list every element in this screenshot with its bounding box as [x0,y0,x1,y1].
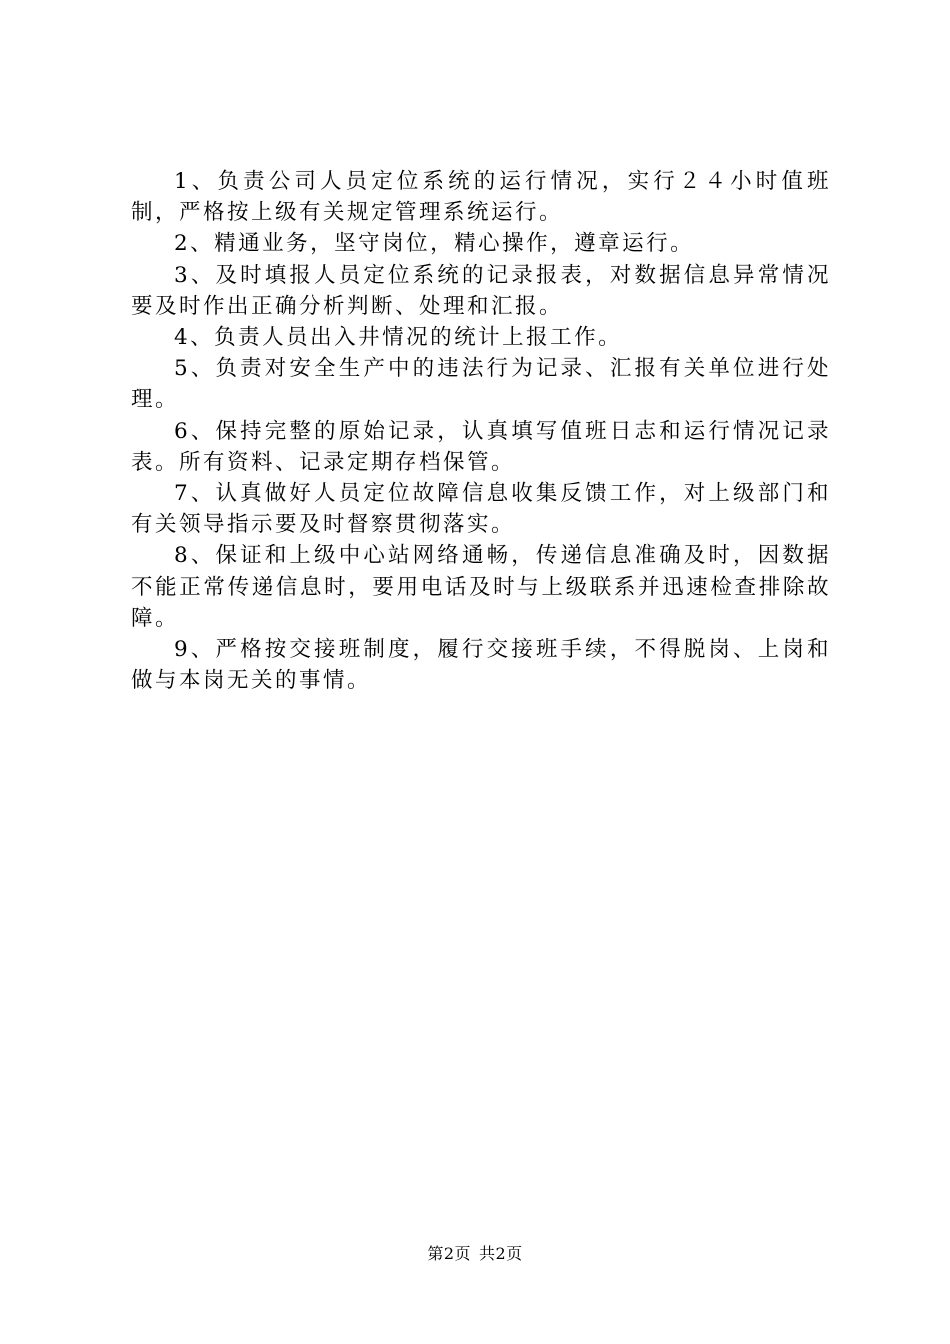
page-number: 第2页 [427,1244,471,1263]
paragraph-2: 2、精通业务，坚守岗位，精心操作，遵章运行。 [174,231,695,257]
paragraph-6: 6、保持完整的原始记录，认真填写值班日志和运行情况记录表。所有资料、记录定期存档保管。 [131,418,831,475]
page-footer [0,1244,950,1264]
paragraph-7: 7、认真做好人员定位故障信息收集反馈工作，对上级部门和有关领导指示要及时督察贯彻落实。 [131,481,831,538]
paragraph-8: 8、保证和上级中心站网络通畅，传递信息准确及时，因数据不能正常传递信息时，要用电话及时与上级联系并迅速检查排除故障。 [131,543,831,631]
paragraph-9: 9、严格按交接班制度，履行交接班手续，不得脱岗、上岗和做与本岗无关的事情。 [131,637,831,694]
paragraph-3: 3、及时填报人员定位系统的记录报表，对数据信息异常情况要及时作出正确分析判断、处理和汇报。 [131,262,831,319]
paragraph-4: 4、负责人员出入井情况的统计上报工作。 [174,325,623,351]
paragraph-1: 1、负责公司人员定位系统的运行情况，实行２４小时值班制，严格按上级有关规定管理系统运行。 [131,169,831,226]
total-pages: 共2页 [479,1244,523,1263]
paragraph-5: 5、负责对安全生产中的违法行为记录、汇报有关单位进行处理。 [131,356,831,413]
body-text [131,166,831,696]
